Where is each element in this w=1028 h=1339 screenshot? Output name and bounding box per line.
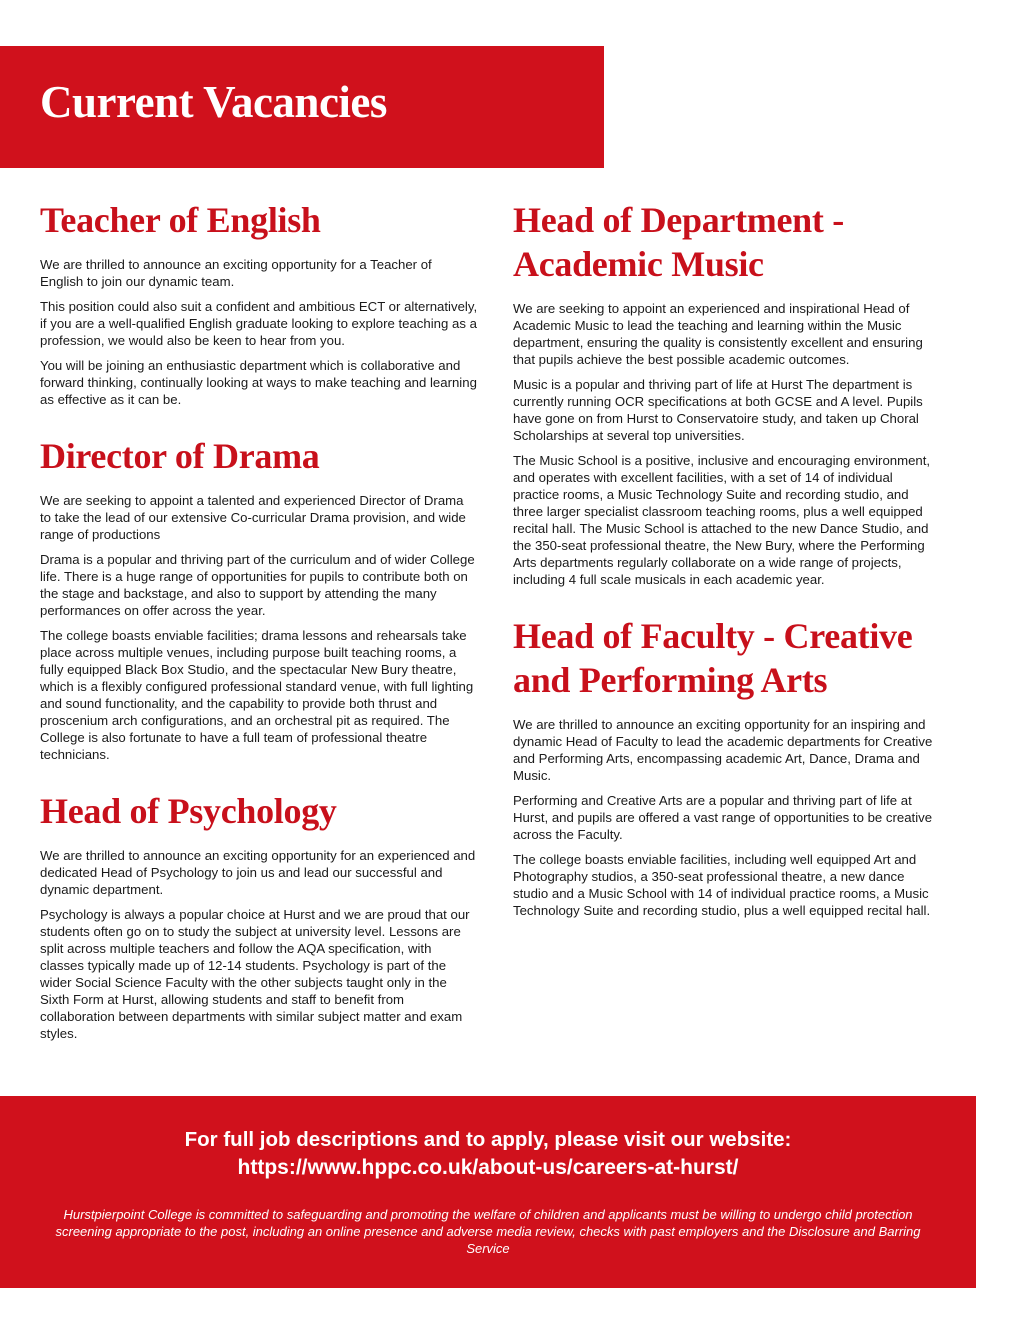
vacancy-paragraph: The Music School is a positive, inclusive and encouraging environment, and operates with excellent facilities, with a set of 14 of individual practice rooms, a Music Technology Suite and recording studio, and three larger specialist classroom teaching rooms, plus a well equipped recital hall. The Music School is attached to the new Dance Studio, and the 350-seat professional theatre, the New Bury, where the Performing Arts departments regularly collaborate on a wide range of projects, including 4 full scale musicals in each academic year. (513, 453, 931, 587)
safeguarding-note: Hurstpierpoint College is committed to safeguarding and promoting the welfare of children and applicants must be willing to undergo child protection screening appropriate to the post, including an online presence and adverse media review, checks with past employers and the Disclosure and Barring Service (55, 1207, 921, 1256)
vacancy-paragraph: Drama is a popular and thriving part of the curriculum and of wider College life. There is a huge range of opportunities for pupils to contribute both on the stage and backstage, and also to support by attending the many performances on offer across the year. (40, 552, 475, 618)
vacancy-paragraph: This position could also suit a confident and ambitious ECT or alternatively, if you are a well-qualified English graduate looking to explore teaching as a profession, we would also be keen to hear from you. (40, 299, 478, 348)
vacancy-paragraph: We are thrilled to announce an exciting opportunity for an inspiring and dynamic Head of Faculty to lead the academic departments for Creative and Performing Arts, encompassing academic Art, Dance, Drama and Music. (513, 717, 933, 783)
vacancy-title: Head of Department - Academic Music (513, 200, 844, 284)
vacancy-paragraph: Performing and Creative Arts are a popular and thriving part of life at Hurst, and pupils are offered a vast range of opportunities to be creative across the Faculty. (513, 793, 933, 842)
vacancy-title: Head of Psychology (40, 791, 337, 831)
page-title: Current Vacancies (40, 77, 387, 127)
vacancy-paragraph: Music is a popular and thriving part of life at Hurst The department is currently running OCR specifications at both GCSE and A level. Pupils have gone on from Hurst to Conservatoire study, and taken up Choral Scholarships at several top universities. (513, 377, 923, 443)
vacancy-paragraph: The college boasts enviable facilities, including well equipped Art and Photography studios, a 350-seat professional theatre, a new dance studio and a Music School with 14 of individual practice rooms, a Music Technology Suite and recording studio, plus a well equipped recital hall. (513, 852, 931, 918)
vacancy-paragraph: You will be joining an enthusiastic department which is collaborative and forward thinking, continually looking at ways to make teaching and learning as effective as it can be. (40, 358, 477, 407)
vacancy-director-of-drama (40, 434, 478, 763)
vacancy-paragraph: Psychology is always a popular choice at Hurst and we are proud that our students often go on to study the subject at university level. Lessons are split across multiple teachers and follow the AQA specification, with classes typically made up of 12-14 students. Psychology is part of the wider Social Science Faculty with the other subjects taught only in the Sixth Form at Hurst, allowing students and staff to benefit from collaboration between departments with similar subject matter and exam styles. (40, 907, 470, 1041)
vacancy-head-of-academic-music (513, 198, 933, 588)
vacancy-paragraph: We are seeking to appoint a talented and experienced Director of Drama to take the lead of our extensive Co-curricular Drama provision, and wide range of productions (40, 493, 466, 542)
vacancy-title: Director of Drama (40, 436, 320, 476)
vacancy-teacher-of-english (40, 198, 478, 408)
right-column (513, 198, 933, 945)
vacancy-title: Head of Faculty - Creative and Performing Arts (513, 616, 913, 700)
vacancy-head-of-faculty-creative-arts (513, 614, 933, 919)
vacancy-paragraph: The college boasts enviable facilities; drama lessons and rehearsals take place across multiple venues, including purpose built teaching rooms, a fully equipped Black Box Studio, and the spectacular New Bury theatre, which is a flexibly configured professional standard venue, with full lighting and sound functionality, and the capability to provide both thrust and proscenium arch configurations, and an orchestral pit as required. The College is also fortunate to have a full team of professional theatre technicians. (40, 628, 474, 762)
vacancy-paragraph: We are thrilled to announce an exciting opportunity for a Teacher of English to join our dynamic team. (40, 257, 432, 289)
header-banner (0, 46, 604, 168)
careers-link[interactable]: https://www.hppc.co.uk/about-us/careers-at-hurst/ (237, 1156, 739, 1179)
left-column (40, 198, 478, 1068)
vacancy-paragraph: We are thrilled to announce an exciting opportunity for an experienced and dedicated Head of Psychology to join us and lead our successful and dynamic department. (40, 848, 476, 897)
vacancy-title: Teacher of English (40, 200, 321, 240)
apply-instruction: For full job descriptions and to apply, please visit our website: (184, 1128, 792, 1151)
footer-banner (0, 1096, 976, 1288)
apply-call-to-action (0, 1126, 976, 1182)
vacancy-paragraph: We are seeking to appoint an experienced and inspirational Head of Academic Music to lead the teaching and learning within the Music department, ensuring the quality is consistently excellent and ensuring that pupils achieve the best possible academic outcomes. (513, 301, 923, 367)
vacancy-head-of-psychology (40, 789, 478, 1042)
